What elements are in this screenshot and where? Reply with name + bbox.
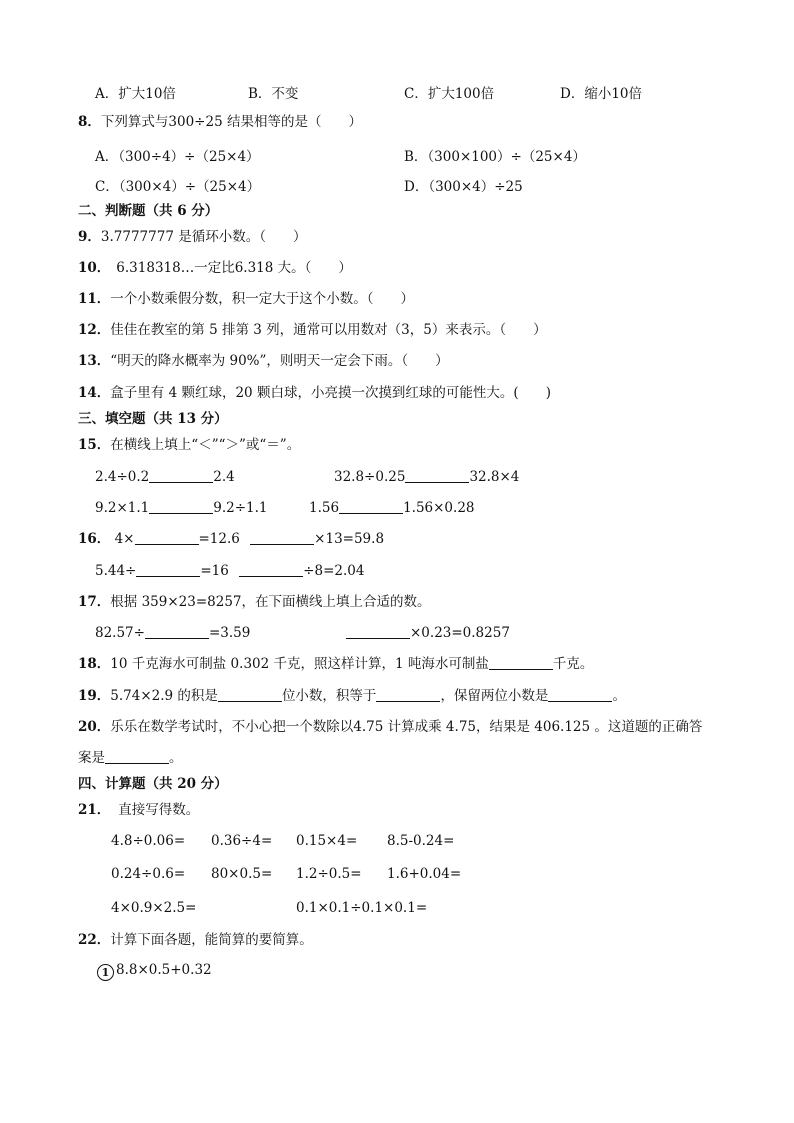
q10-question (78, 259, 352, 277)
q21-number: 21． (78, 802, 111, 818)
q13-text: “明天的降水概率为 90%”，则明天一定会下雨。（ ） (110, 353, 449, 369)
q17-item-2 (346, 624, 510, 641)
q19-blank-1[interactable] (218, 687, 282, 702)
q15-question (78, 436, 300, 454)
q8-option-c: C．（300×4）÷（25×4） (95, 179, 261, 195)
q8-question (78, 113, 362, 131)
q21-question (78, 801, 199, 819)
q15-item-4-left: 1.56 (309, 500, 340, 516)
q19-text-c: ，保留两位小数是 (440, 688, 549, 704)
q22-number: 22． (78, 932, 111, 948)
q16-item-1-right: =12.6 (198, 531, 240, 547)
section-4-title: 四、计算题（共 20 分） (78, 776, 228, 792)
q7-option-d: D．缩小10倍 (560, 86, 643, 102)
q12-question (78, 321, 547, 339)
q14-number: 14． (78, 385, 111, 401)
q13-question (78, 352, 449, 370)
q19-text-b: 位小数，积等于 (281, 688, 377, 704)
q11-text: 一个小数乘假分数，积一定大于这个小数。（ ） (110, 291, 415, 307)
q19-number: 19． (78, 688, 111, 704)
q15-number: 15． (78, 437, 111, 453)
q15-item-3-right: 9.2÷1.1 (213, 500, 268, 516)
q15-item-3 (95, 499, 268, 516)
q21-r1-c4: 8.5-0.24= (387, 833, 455, 849)
q18-text-b: 千克。 (552, 656, 594, 672)
q12-number: 12． (78, 322, 111, 338)
q21-r2-c1: 0.24÷0.6= (111, 866, 186, 882)
q20-line-2 (78, 749, 183, 767)
section-2-title: 二、判断题（共 6 分） (78, 203, 219, 219)
q15-item-2 (334, 468, 519, 485)
q7-option-a: A．扩大10倍 (95, 86, 176, 102)
q16-row-2 (95, 562, 364, 579)
q21-r1-c2: 0.36÷4= (211, 833, 273, 849)
q11-number: 11． (78, 291, 111, 307)
q18-text-a: 10 千克海水可制盐 0.302 千克，照这样计算，1 吨海水可制盐 (110, 656, 489, 672)
q19-text-a: 5.74×2.9 的积是 (110, 688, 218, 704)
q20-number: 20． (78, 719, 111, 735)
q22-text: 计算下面各题，能简算的要简算。 (110, 932, 313, 948)
q15-blank-2[interactable] (405, 468, 469, 483)
q9-text: 3.7777777 是循环小数。（ ） (100, 229, 307, 245)
q21-r3-c1: 4×0.9×2.5= (111, 900, 197, 916)
q18-blank[interactable] (489, 655, 553, 670)
q15-text: 在横线上填上“＜”“＞”或“＝”。 (110, 437, 301, 453)
q16-blank-1[interactable] (135, 530, 199, 545)
q21-text: 直接写得数。 (118, 802, 200, 818)
circled-number-1-icon: 1 (97, 964, 114, 981)
q21-r2-c2: 80×0.5= (211, 866, 273, 882)
q9-number: 9． (78, 229, 101, 245)
q16-item-3-left: 5.44÷ (95, 563, 137, 579)
section-3-title: 三、填空题（共 13 分） (78, 411, 228, 427)
q15-item-2-right: 32.8×4 (469, 469, 520, 485)
q21-r1-c3: 0.15×4= (296, 833, 358, 849)
q22-question (78, 931, 313, 949)
q15-blank-4[interactable] (339, 499, 403, 514)
q10-text: 6.318318…一定比6.318 大。（ ） (116, 260, 352, 276)
q21-r2-c4: 1.6+0.04= (387, 866, 462, 882)
q11-question (78, 290, 414, 308)
q20-line-2b: 。 (169, 750, 183, 766)
q7-option-b: B．不变 (248, 86, 299, 102)
q8-option-b: B．（300×100）÷（25×4） (404, 149, 586, 165)
q16-number: 16． (78, 531, 111, 547)
q19-blank-3[interactable] (548, 687, 612, 702)
q15-item-1 (95, 468, 235, 485)
q20-line-2a: 案是 (78, 750, 105, 766)
q17-item-1-right: =3.59 (208, 625, 251, 641)
q17-blank-2[interactable] (346, 624, 410, 639)
q14-text: 盒子里有 4 颗红球，20 颗白球，小亮摸一次摸到红球的可能性大。( ) (110, 385, 551, 401)
q10-number: 10． (78, 260, 111, 276)
q20-line-1: 乐乐在数学考试时，不小心把一个数除以4.75 计算成乘 4.75，结果是 406.125 。这道题的正确答 (110, 719, 703, 735)
q16-item-1-left: 4× (114, 531, 135, 547)
q8-text: 下列算式与300÷25 结果相等的是（ ） (100, 114, 362, 130)
q15-item-1-right: 2.4 (213, 469, 235, 485)
q18-number: 18． (78, 656, 111, 672)
q22-item-1-text: 8.8×0.5+0.32 (116, 962, 212, 978)
q16-item-2-right: ×13=59.8 (314, 531, 385, 547)
q19-blank-2[interactable] (376, 687, 440, 702)
q17-item-2-right: ×0.23=0.8257 (410, 625, 510, 641)
q8-number: 8． (78, 114, 101, 130)
q16-item-3-right: =16 (200, 563, 229, 579)
q16-blank-4[interactable] (239, 562, 303, 577)
q15-item-4 (309, 499, 475, 516)
q15-blank-1[interactable] (149, 468, 213, 483)
q15-item-3-left: 9.2×1.1 (95, 500, 150, 516)
q19-text-d: 。 (612, 688, 626, 704)
q16-blank-3[interactable] (136, 562, 200, 577)
q17-item-1 (95, 624, 250, 641)
q22-item-1 (97, 962, 212, 981)
q14-question (78, 384, 551, 402)
q18-question (78, 655, 593, 673)
q15-item-1-left: 2.4÷0.2 (95, 469, 150, 485)
q21-r2-c3: 1.2÷0.5= (296, 866, 362, 882)
q16-item-4-right: ÷8=2.04 (303, 563, 365, 579)
q17-number: 17． (78, 594, 111, 610)
q16-question (78, 530, 384, 548)
q13-number: 13． (78, 353, 111, 369)
q20-question (78, 718, 702, 736)
q15-blank-3[interactable] (149, 499, 213, 514)
q17-blank-1[interactable] (145, 624, 209, 639)
q8-option-a: A．（300÷4）÷（25×4） (95, 149, 260, 165)
q12-text: 佳佳在教室的第 5 排第 3 列，通常可以用数对（3，5）来表示。（ ） (110, 322, 547, 338)
q15-item-4-right: 1.56×0.28 (403, 500, 475, 516)
q7-option-c: C．扩大100倍 (404, 86, 495, 102)
q15-item-2-left: 32.8÷0.25 (334, 469, 406, 485)
q17-question (78, 593, 431, 611)
q20-blank[interactable] (105, 749, 169, 764)
q21-r1-c1: 4.8÷0.06= (111, 833, 186, 849)
q16-blank-2[interactable] (250, 530, 314, 545)
q8-option-d: D．（300×4）÷25 (404, 179, 523, 195)
q21-r3-c2: 0.1×0.1÷0.1×0.1= (296, 900, 428, 916)
q17-item-1-left: 82.57÷ (95, 625, 145, 641)
q19-question (78, 687, 626, 705)
q9-question (78, 228, 306, 246)
q17-text: 根据 359×23=8257，在下面横线上填上合适的数。 (110, 594, 431, 610)
